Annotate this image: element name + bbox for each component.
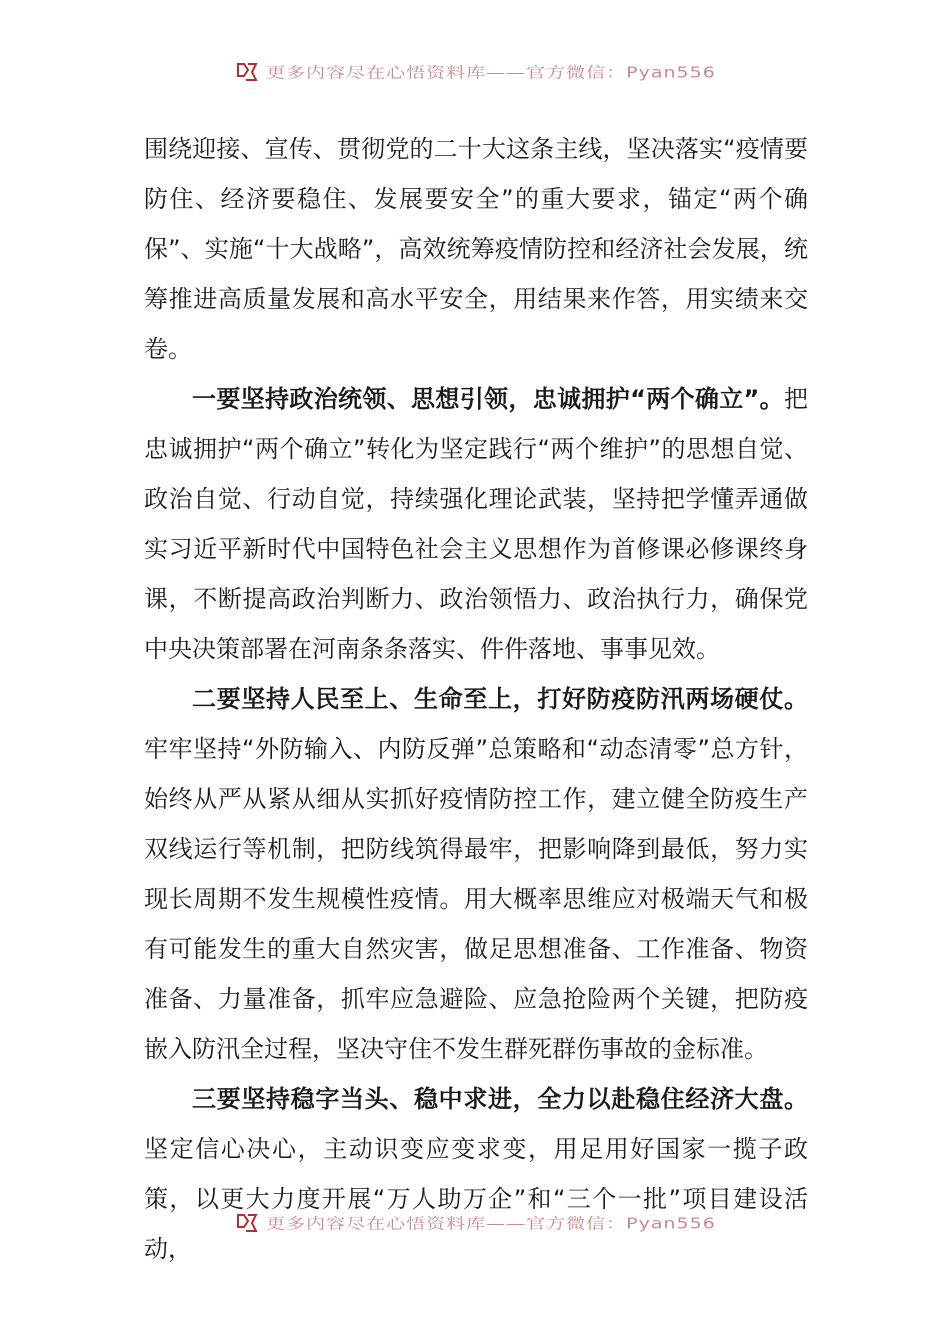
- watermark-logo-icon: [234, 1211, 260, 1233]
- paragraph-point-3: [144, 1074, 808, 1274]
- paragraph-intro: [144, 124, 808, 374]
- paragraph-text: 把忠诚拥护“两个确立”转化为坚定践行“两个维护”的思想自觉、政治自觉、行动自觉，持续强化理论武装，坚持把学懂弄通做实习近平新时代中国特色社会主义思想作为首修课必修课终身课，不断提高政治判断力、政治领悟力、政治执行力，确保党中央决策部署在河南条条落实、件件落地、事事见效。: [144, 385, 808, 663]
- watermark-text: 更多内容尽在心悟资料库——官方微信：Pyan556: [266, 63, 716, 81]
- paragraph-point-1: [144, 374, 808, 674]
- paragraph-lead: 三要坚持稳字当头、稳中求进，全力以赴稳住经济大盘。: [192, 1085, 808, 1113]
- paragraph-lead: 一要坚持政治统领、思想引领，忠诚拥护“两个确立”。: [192, 385, 784, 413]
- watermark-header: [0, 58, 950, 84]
- document-body: [144, 124, 808, 1274]
- watermark-footer: [0, 1209, 950, 1235]
- watermark-text: 更多内容尽在心悟资料库——官方微信：Pyan556: [266, 1214, 716, 1232]
- paragraph-text: 围绕迎接、宣传、贯彻党的二十大这条主线，坚决落实“疫情要防住、经济要稳住、发展要安全”的重大要求，锚定“两个确保”、实施“十大战略”，高效统筹疫情防控和经济社会发展，统筹推进高质量发展和高水平安全，用结果来作答，用实绩来交卷。: [144, 135, 808, 363]
- paragraph-lead: 二要坚持人民至上、生命至上，打好防疫防汛两场硬仗。: [192, 685, 808, 713]
- paragraph-text: 坚定信心决心，主动识变应变求变，用足用好国家一揽子政策，以更大力度开展“万人助万企”和“三个一批”项目建设活动，: [144, 1135, 808, 1263]
- watermark-logo-icon: [234, 60, 260, 82]
- paragraph-point-2: [144, 674, 808, 1074]
- paragraph-text: 牢牢坚持“外防输入、内防反弹”总策略和“动态清零”总方针，始终从严从紧从细从实抓好疫情防控工作，建立健全防疫生产双线运行等机制，把防线筑得最牢，把影响降到最低，努力实现长周期不发生规模性疫情。用大概率思维应对极端天气和极有可能发生的重大自然灾害，做足思想准备、工作准备、物资准备、力量准备，抓牢应急避险、应急抢险两个关键，把防疫嵌入防汛全过程，坚决守住不发生群死群伤事故的金标准。: [144, 735, 808, 1063]
